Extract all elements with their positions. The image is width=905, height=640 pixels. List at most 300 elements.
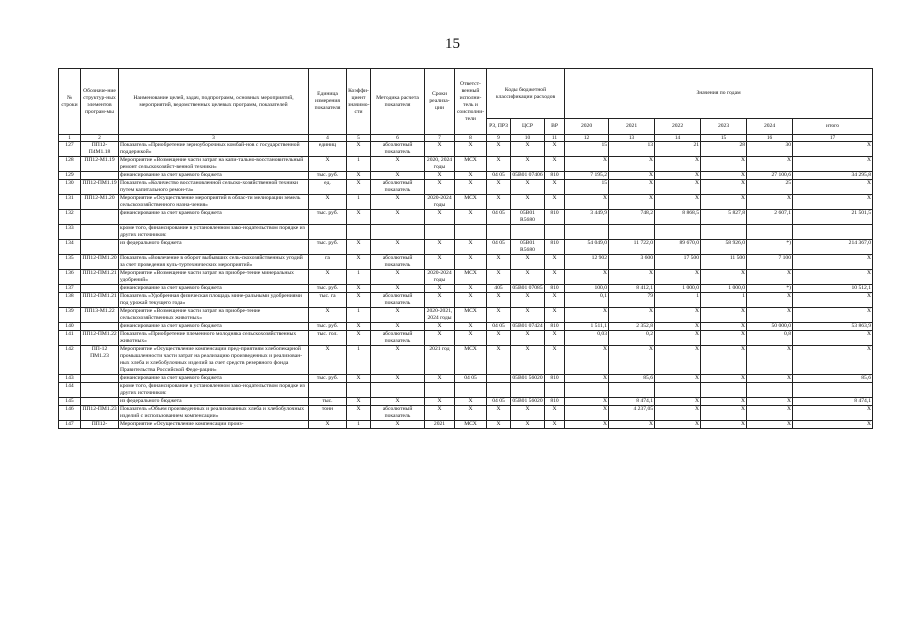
csr-cell: X [511,331,545,346]
value-2021-cell: X [609,157,655,172]
header-year-2021: 2021 [609,119,655,135]
structure-code-cell [81,172,119,180]
item-name-cell: Мероприятие «Возмещение части затрат на приобре-тение сельскохозяйственных животных» [119,308,309,323]
terms-cell: 2020-2021, 2024 годы [425,308,455,323]
structure-code-cell: ПП12-М1.20 [81,195,119,210]
value-2020-cell: 12 902 [565,255,609,270]
coefficient-cell: X [347,240,371,255]
value-2023-cell: X [701,346,747,375]
value-2022-cell: X [655,331,701,346]
csr-cell: X [511,421,545,429]
value-total-cell: 34 295,8 [793,172,873,180]
coefficient-cell: X [347,172,371,180]
csr-cell: 05В01 07085 [512,285,543,291]
executor-cell: X [455,331,487,346]
executor-cell: X [455,323,487,331]
structure-code-cell: ПП12-М1.19 [81,157,119,172]
vr-cell: X [545,308,565,323]
vr-cell: X [545,157,565,172]
structure-code-cell: ПП13-М1.22 [81,308,119,323]
unit-cell: тыс. руб. [309,210,347,225]
value-2024-cell: 0,8 [747,331,793,346]
table-row [59,225,873,240]
executor-cell: 04 05 [455,375,487,383]
value-2021-cell: X [609,421,655,429]
value-2024-cell: 30 [747,142,793,157]
unit-cell [309,225,347,240]
terms-cell: 2021 год [425,346,455,375]
rz-prz-cell: X [487,195,511,210]
row-number-cell: 130 [59,180,81,195]
value-2020-cell: X [565,346,609,375]
value-2021-cell: 11 722,0 [609,240,655,255]
executor-cell: МСХ [455,195,487,210]
method-cell: абсолютный показатель [371,255,425,270]
vr-cell [545,225,565,240]
value-2021-cell: 13 [609,142,655,157]
row-number-cell: 139 [59,308,81,323]
structure-code-cell [81,323,119,331]
value-2020-cell: X [565,195,609,210]
vr-cell: 810 [545,375,565,383]
method-cell: X [371,210,425,225]
item-name-cell: Показатель «Объем произведенных и реализованных хлеба и хлебобулочных изделий с использованием компенсации» [119,406,309,421]
value-total-cell: 85,6 [793,375,873,383]
terms-cell: X [425,142,455,157]
rz-prz-cell: X [487,346,511,375]
column-number: 7 [425,135,455,142]
coefficient-cell: 1 [347,270,371,285]
value-2020-cell: X [565,270,609,285]
terms-cell: X [425,255,455,270]
coefficient-cell: X [347,375,371,383]
value-total-cell: 21 501,5 [793,210,873,225]
column-number: 10 [511,135,545,142]
item-name-cell: из федерального бюджета [119,398,309,406]
value-2024-cell: X [747,157,793,172]
csr-cell: X [511,293,545,308]
value-2022-cell: X [655,398,701,406]
terms-cell: 2021 [425,421,455,429]
terms-cell: X [425,293,455,308]
terms-cell: X [425,398,455,406]
value-total-cell: X [793,180,873,195]
value-2024-cell: 50 000,0 [747,323,793,331]
row-number-cell: 128 [59,157,81,172]
value-2022-cell: X [655,270,701,285]
value-2021-cell: X [609,172,655,180]
coefficient-cell: X [347,142,371,157]
item-name-cell: Показатель «Количество восстановленной сельско-хозяйственной техники путем капитального ремон-та» [119,180,309,195]
item-name-cell: Мероприятие «Осуществление мероприятий в облас-ти мелиорации земель сельскохозяйственного назна-чения» [119,195,309,210]
header-code: Обозначе-ние структур-ных элементов програм-мы [81,69,119,135]
vr-cell: X [545,142,565,157]
row-number-cell: 131 [59,195,81,210]
vr-cell: X [545,195,565,210]
csr-cell: 05В01 07424 [512,323,543,329]
column-number: 8 [455,135,487,142]
executor-cell: X [455,172,487,180]
value-2024-cell: 25 [747,180,793,195]
method-cell [371,225,425,240]
row-number-cell: 147 [59,421,81,429]
method-cell: X [371,285,425,293]
csr-cell: X [511,142,545,157]
value-2021-cell: 3 600 [609,255,655,270]
coefficient-cell: X [347,398,371,406]
terms-cell: X [425,285,455,293]
item-name-cell: Показатель «Удобренная физическая площадь мине-ральными удобрениями под урожай текущего года» [119,293,309,308]
item-name-cell: Мероприятие «Осуществление компенсации произ- [119,421,309,429]
executor-cell: X [455,406,487,421]
column-number: 6 [371,135,425,142]
structure-code-cell: ПП12-ПМ1.22 [81,331,119,346]
row-number-cell: 141 [59,331,81,346]
table-row [59,142,873,157]
item-name-cell: Мероприятие «Осуществление компенсации пред-приятиям хлебопекарной промышленности части затрат на реализацию произведенных и реализован-ных хлеба и хлебобулочных изделий за счет средств резервного фонда Правительства Российской Феде-рации» [119,346,309,375]
csr-cell: X [511,308,545,323]
header-year-2022: 2022 [655,119,701,135]
vr-cell: 810 [545,323,565,331]
value-2022-cell: 8 868,5 [655,210,701,225]
coefficient-cell [347,225,371,240]
table-row [59,375,873,383]
csr-cell [511,225,545,240]
value-2021-cell [609,383,655,398]
header-year-2024: 2024 [747,119,793,135]
coefficient-cell: 1 [347,157,371,172]
method-cell: абсолютный показатель [371,331,425,346]
unit-cell: X [309,270,347,285]
value-2023-cell: 11 500 [701,255,747,270]
terms-cell: X [425,331,455,346]
vr-cell: X [545,180,565,195]
value-2023-cell: X [701,398,747,406]
table-row [59,293,873,308]
value-total-cell: X [793,293,873,308]
unit-cell: X [309,308,347,323]
structure-code-cell [81,240,119,255]
value-2024-cell: 2 607,1 [747,210,793,225]
column-number: 17 [793,135,873,142]
value-2023-cell: 5 827,8 [701,210,747,225]
item-name-cell: финансирование за счет краевого бюджета [119,375,309,383]
executor-cell: X [455,180,487,195]
vr-cell: X [545,255,565,270]
terms-cell: X [425,180,455,195]
terms-cell: 2020-2024 годы [425,195,455,210]
column-number: 3 [119,135,309,142]
method-cell: X [371,375,425,383]
value-2024-cell: 27 100,6 [747,172,793,180]
table-row [59,172,873,180]
coefficient-cell: X [347,180,371,195]
structure-code-cell: ПП12-ПМ1.23 [81,406,119,421]
header-csr: ЦСР [511,119,545,135]
executor-cell: X [455,285,487,293]
value-2021-cell: X [609,195,655,210]
vr-cell: 810 [545,210,565,225]
value-2023-cell: X [701,323,747,331]
terms-cell: X [425,375,455,383]
coefficient-cell: 1 [347,346,371,375]
structure-code-cell: ПП12- [81,421,119,429]
value-2022-cell: X [655,375,701,383]
header-unit: Единица измерения показателя [309,69,347,135]
header-executor: Ответст-венный исполни-тель и соисполни-тели [455,69,487,135]
executor-cell: МСХ [455,157,487,172]
row-number-cell: 129 [59,172,81,180]
value-2022-cell: X [655,180,701,195]
csr-cell: 05В01 56020 [512,375,543,381]
value-2022-cell: X [655,346,701,375]
coefficient-cell: X [347,255,371,270]
rz-prz-cell [487,225,511,240]
table-row [59,180,873,195]
value-2023-cell [701,225,747,240]
item-name-cell: финансирование за счет краевого бюджета [119,285,309,293]
value-total-cell: X [793,346,873,375]
targets-table [58,68,873,429]
row-number-cell: 136 [59,270,81,285]
value-2023-cell: 1 000,0 [701,285,747,293]
value-2021-cell: X [609,270,655,285]
value-2020-cell: 0,03 [565,331,609,346]
header-values-by-year: Значения по годам [565,69,873,119]
rz-prz-cell: 04 05 [487,172,511,180]
vr-cell: 810 [545,285,565,293]
rz-prz-cell: 04 05 [487,240,511,255]
row-number-cell: 145 [59,398,81,406]
method-cell: X [371,157,425,172]
value-2021-cell: 79 [609,293,655,308]
value-2020-cell: 3 449,9 [565,210,609,225]
rz-prz-cell: X [487,421,511,429]
coefficient-cell: X [347,293,371,308]
terms-cell: X [425,323,455,331]
value-total-cell: 53 863,9 [793,323,873,331]
executor-cell: X [455,210,487,225]
structure-code-cell [81,398,119,406]
row-number-cell: 132 [59,210,81,225]
table-row [59,210,873,225]
value-2020-cell: 1 511,1 [565,323,609,331]
coefficient-cell: 1 [347,195,371,210]
terms-cell: X [425,406,455,421]
vr-cell: X [545,293,565,308]
table-row [59,323,873,331]
rz-prz-cell: X [487,308,511,323]
header-budget-codes: Коды бюджетной классификации расходов [487,69,565,119]
structure-code-cell: ПП12-ПМ1.21 [81,293,119,308]
executor-cell: МСХ [455,421,487,429]
value-2021-cell: 4 237,05 [609,406,655,421]
vr-cell: 810 [545,240,565,255]
rz-prz-cell: 04 05 [487,210,511,225]
method-cell: X [371,172,425,180]
row-number-cell: 134 [59,240,81,255]
value-2024-cell: 7 100 [747,255,793,270]
value-2020-cell: X [565,421,609,429]
value-total-cell: X [793,255,873,270]
coefficient-cell: X [347,323,371,331]
column-number: 1 [59,135,81,142]
table-body [59,142,873,429]
item-name-cell: кроме того, финансирование в установленном зако-нодательством порядке из других источников: [119,225,309,240]
value-2020-cell: X [565,157,609,172]
structure-code-cell [81,225,119,240]
csr-cell: X [511,255,545,270]
unit-cell: единиц [309,142,347,157]
value-2022-cell: X [655,323,701,331]
vr-cell: X [545,406,565,421]
vr-cell: 810 [545,398,565,406]
method-cell: X [371,421,425,429]
value-2024-cell: X [747,421,793,429]
column-number: 13 [609,135,655,142]
method-cell [371,383,425,398]
value-2021-cell: 8 412,1 [609,285,655,293]
unit-cell: X [309,195,347,210]
value-2022-cell: X [655,157,701,172]
csr-cell [511,383,545,398]
rz-prz-cell [487,383,511,398]
value-total-cell: 8 474,1 [793,398,873,406]
value-2020-cell: X [565,308,609,323]
vr-cell [545,383,565,398]
value-2024-cell [747,383,793,398]
value-2023-cell: X [701,172,747,180]
item-name-cell: Мероприятие «Возмещение части затрат на приобре-тение минеральных удобрений» [119,270,309,285]
executor-cell [455,225,487,240]
value-2023-cell [701,383,747,398]
item-name-cell: из федерального бюджета [119,240,309,255]
value-2024-cell: *) [747,240,793,255]
table-row [59,240,873,255]
page-number: 15 [445,36,460,52]
row-number-cell: 142 [59,346,81,375]
value-total-cell: X [793,331,873,346]
value-2024-cell: X [747,375,793,383]
unit-cell: ед. [309,180,347,195]
value-2021-cell [609,225,655,240]
value-2022-cell: 1 000,0 [655,285,701,293]
value-2022-cell: 17 500 [655,255,701,270]
column-number: 11 [545,135,565,142]
unit-cell: тыс. руб. [309,172,347,180]
value-2020-cell: 7 195,2 [565,172,609,180]
value-2020-cell [565,225,609,240]
executor-cell: X [455,398,487,406]
structure-code-cell [81,383,119,398]
value-total-cell: X [793,195,873,210]
column-number: 12 [565,135,609,142]
coefficient-cell [347,383,371,398]
value-2020-cell: 15 [565,142,609,157]
executor-cell: X [455,240,487,255]
table-row [59,346,873,375]
rz-prz-cell: 04 05 [487,398,511,406]
structure-code-cell [81,285,119,293]
value-2020-cell: 0,1 [565,293,609,308]
value-2023-cell: X [701,270,747,285]
rz-prz-cell: 04 05 [487,323,511,331]
rz-prz-cell [487,375,511,383]
unit-cell: X [309,157,347,172]
column-number: 9 [487,135,511,142]
header-row-no: № строки [59,69,81,135]
unit-cell: тыс. га [309,293,347,308]
value-2022-cell: 1 [655,293,701,308]
value-total-cell [793,383,873,398]
header-vr: ВР [545,119,565,135]
table-row [59,308,873,323]
value-2022-cell: X [655,172,701,180]
value-2020-cell: 54 049,0 [565,240,609,255]
terms-cell [425,225,455,240]
table-row [59,270,873,285]
value-2024-cell: X [747,308,793,323]
value-2021-cell: 0,2 [609,331,655,346]
header-name: Наименование целей, задач, подпрограмм, основных мероприятий, мероприятий, ведомственных целевых программ, показателей [119,69,309,135]
value-2021-cell: X [609,346,655,375]
table-row [59,406,873,421]
row-number-cell: 137 [59,285,81,293]
vr-cell: 810 [545,172,565,180]
unit-cell: тыс. [309,398,347,406]
value-2020-cell: 15 [565,180,609,195]
column-number: 15 [701,135,747,142]
unit-cell: тыс. гол. [309,331,347,346]
row-number-cell: 133 [59,225,81,240]
vr-cell: X [545,331,565,346]
value-total-cell [793,225,873,240]
value-2022-cell: 21 [655,142,701,157]
rz-prz-cell: X [487,142,511,157]
coefficient-cell: X [347,406,371,421]
header-coef: Коэффи-циент значимо-сти [347,69,371,135]
value-2021-cell: 748,2 [609,210,655,225]
value-2021-cell: 8 474,1 [609,398,655,406]
value-2021-cell: X [609,308,655,323]
method-cell: X [371,240,425,255]
column-number: 14 [655,135,701,142]
column-number: 16 [747,135,793,142]
value-2023-cell: 1 [701,293,747,308]
header-rz-prz: РЗ, ПРЗ [487,119,511,135]
value-total-cell: X [793,421,873,429]
structure-code-cell: ПП-12 ПМ1.23 [81,346,119,375]
csr-cell: X [511,157,545,172]
method-cell: X [371,195,425,210]
unit-cell: тонн [309,406,347,421]
value-2023-cell: X [701,195,747,210]
csr-cell: X [511,346,545,375]
csr-cell: 05В01 56020 [512,398,543,404]
value-total-cell: X [793,270,873,285]
method-cell: X [371,270,425,285]
structure-code-cell: ПП12-ПМ1.20 [81,255,119,270]
value-2023-cell: X [701,308,747,323]
item-name-cell: Показатель «Вовлечение в оборот выбывших сель-скохозяйственных угодий за счет проведения куль-туртехнических мероприятий» [119,255,309,270]
vr-cell: X [545,346,565,375]
item-name-cell: кроме того, финансирование в установленном зако-нодательством порядке из других источников: [119,383,309,398]
rz-prz-cell: X [487,406,511,421]
row-number-cell: 146 [59,406,81,421]
executor-cell: X [455,293,487,308]
unit-cell: X [309,346,347,375]
structure-code-cell [81,375,119,383]
